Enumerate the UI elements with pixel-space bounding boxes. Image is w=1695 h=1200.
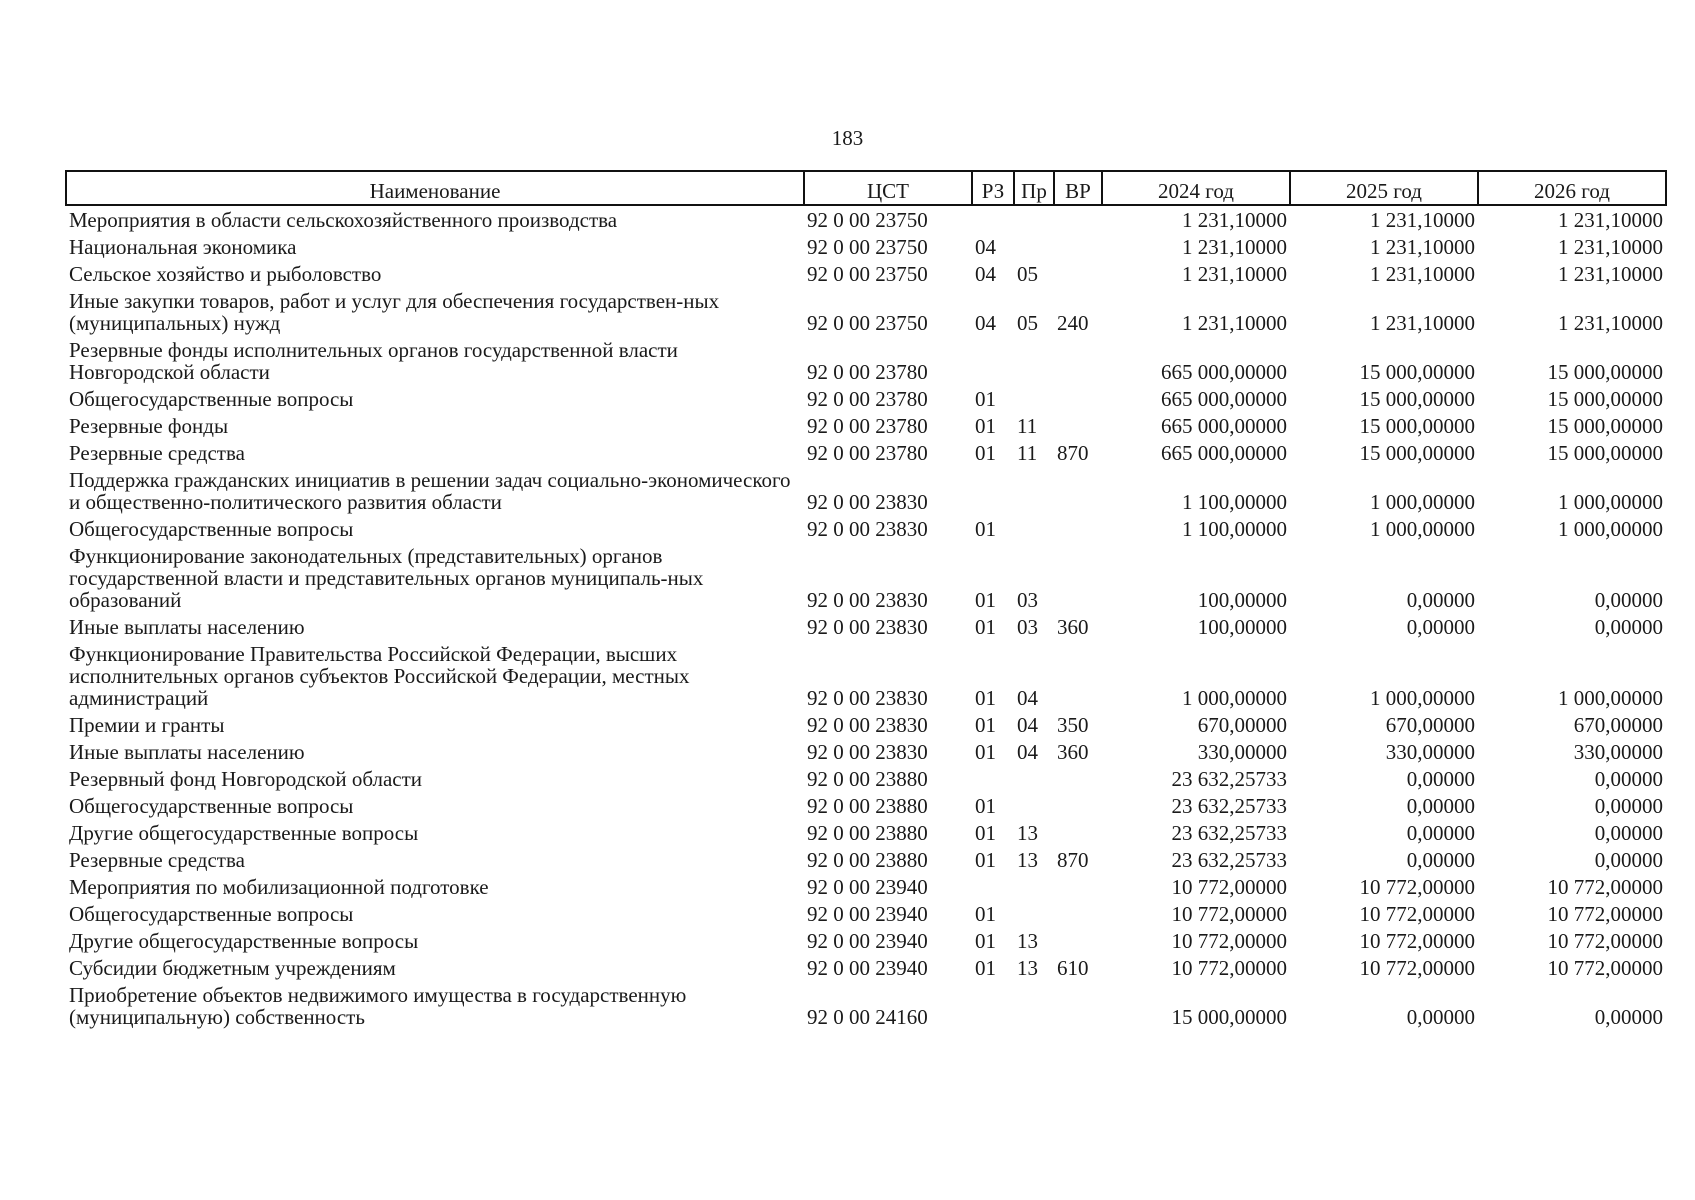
cell-name: Другие общегосударственные вопросы: [69, 929, 419, 953]
cell-vr: [1054, 205, 1102, 233]
cell-2026: 15 000,00000: [1547, 387, 1663, 411]
cell-rz: 01: [975, 848, 996, 872]
table-row: [66, 711, 1666, 738]
cell-2024: 1 000,00000: [1182, 686, 1287, 710]
cell-vr: [1054, 336, 1102, 385]
cell-pr: [1014, 233, 1054, 260]
cell-pr: 13: [1017, 929, 1038, 953]
cell-2026: 0,00000: [1594, 588, 1663, 612]
cell-cst: 92 0 00 24160: [807, 1005, 928, 1029]
cell-2024: 1 231,10000: [1182, 235, 1287, 259]
cell-cst: 92 0 00 23750: [807, 235, 928, 259]
cell-vr: 870: [1057, 441, 1089, 465]
cell-vr: [1054, 412, 1102, 439]
cell-cst: 92 0 00 23940: [807, 956, 928, 980]
cell-cst: 92 0 00 23830: [807, 517, 928, 541]
cell-pr: [1014, 205, 1054, 233]
cell-2026: 15 000,00000: [1547, 414, 1663, 438]
cell-rz: 01: [975, 441, 996, 465]
cell-name: Приобретение объектов недвижимого имущества в государственную (муниципальную) собственность: [69, 983, 687, 1029]
cell-pr: 04: [1017, 740, 1038, 764]
cell-vr: [1054, 515, 1102, 542]
cell-name: Функционирование законодательных (представительных) органов государственной власти и представительных органов муниципаль-ных образований: [69, 544, 704, 612]
cell-pr: 11: [1017, 441, 1038, 465]
cell-rz: 01: [975, 956, 996, 980]
table-row: [66, 205, 1666, 233]
cell-2025: 670,00000: [1385, 713, 1475, 737]
cell-2024: 330,00000: [1197, 740, 1287, 764]
table-row: [66, 873, 1666, 900]
cell-2025: 0,00000: [1406, 1005, 1475, 1029]
cell-2026: 10 772,00000: [1547, 875, 1663, 899]
table-row: [66, 515, 1666, 542]
cell-name: Общегосударственные вопросы: [69, 387, 354, 411]
cell-vr: [1054, 792, 1102, 819]
cell-cst: 92 0 00 23830: [807, 490, 928, 514]
cell-2026: 1 000,00000: [1558, 490, 1663, 514]
cell-2026: 0,00000: [1594, 615, 1663, 639]
cell-2024: 1 231,10000: [1182, 262, 1287, 286]
cell-cst: 92 0 00 23830: [807, 713, 928, 737]
cell-2024: 23 632,25733: [1171, 821, 1287, 845]
cell-rz: 01: [975, 387, 996, 411]
cell-rz: 01: [975, 615, 996, 639]
cell-2024: 100,00000: [1197, 615, 1287, 639]
cell-name: Другие общегосударственные вопросы: [69, 821, 419, 845]
cell-rz: 01: [975, 740, 996, 764]
cell-cst: 92 0 00 23780: [807, 387, 928, 411]
cell-rz: [972, 765, 1014, 792]
cell-pr: [1014, 385, 1054, 412]
cell-2025: 1 000,00000: [1370, 517, 1475, 541]
budget-table: [65, 170, 1667, 1030]
table-header: [66, 171, 1666, 205]
table-row: [66, 819, 1666, 846]
header-rz: РЗ: [972, 171, 1014, 205]
cell-pr: 13: [1017, 956, 1038, 980]
cell-rz: [972, 336, 1014, 385]
cell-pr: [1014, 336, 1054, 385]
cell-pr: [1014, 873, 1054, 900]
cell-pr: [1014, 765, 1054, 792]
cell-cst: 92 0 00 23880: [807, 821, 928, 845]
cell-pr: [1014, 900, 1054, 927]
cell-cst: 92 0 00 23880: [807, 794, 928, 818]
table-row: [66, 927, 1666, 954]
cell-vr: 350: [1057, 713, 1089, 737]
table-row: [66, 640, 1666, 711]
cell-cst: 92 0 00 23830: [807, 740, 928, 764]
cell-name: Национальная экономика: [69, 235, 297, 259]
cell-2025: 10 772,00000: [1359, 929, 1475, 953]
cell-pr: 13: [1017, 848, 1038, 872]
table-row: [66, 466, 1666, 515]
cell-2024: 1 100,00000: [1182, 490, 1287, 514]
cell-rz: 01: [975, 713, 996, 737]
cell-2024: 665 000,00000: [1161, 360, 1287, 384]
header-2026: 2026 год: [1478, 171, 1666, 205]
cell-2024: 1 231,10000: [1182, 208, 1287, 232]
cell-name: Премии и гранты: [69, 713, 225, 737]
cell-2024: 23 632,25733: [1171, 767, 1287, 791]
table-row: [66, 846, 1666, 873]
cell-vr: 360: [1057, 615, 1089, 639]
table-row: [66, 260, 1666, 287]
cell-name: Резервный фонд Новгородской области: [69, 767, 423, 791]
cell-2026: 15 000,00000: [1547, 360, 1663, 384]
cell-name: Резервные фонды исполнительных органов государственной власти Новгородской области: [69, 338, 678, 384]
cell-pr: 04: [1017, 713, 1038, 737]
cell-pr: 05: [1017, 311, 1038, 335]
table-body: [66, 205, 1666, 1030]
cell-name: Общегосударственные вопросы: [69, 794, 354, 818]
cell-cst: 92 0 00 23830: [807, 686, 928, 710]
header-2025: 2025 год: [1290, 171, 1478, 205]
cell-2026: 10 772,00000: [1547, 956, 1663, 980]
cell-rz: [972, 873, 1014, 900]
table-row: [66, 439, 1666, 466]
cell-2024: 15 000,00000: [1171, 1005, 1287, 1029]
cell-2025: 0,00000: [1406, 615, 1475, 639]
cell-2024: 670,00000: [1197, 713, 1287, 737]
cell-2025: 15 000,00000: [1359, 360, 1475, 384]
cell-2025: 10 772,00000: [1359, 902, 1475, 926]
cell-2025: 1 231,10000: [1370, 235, 1475, 259]
cell-2025: 15 000,00000: [1359, 441, 1475, 465]
cell-2024: 10 772,00000: [1171, 902, 1287, 926]
cell-pr: 03: [1017, 588, 1038, 612]
cell-2025: 330,00000: [1385, 740, 1475, 764]
cell-name: Общегосударственные вопросы: [69, 517, 354, 541]
cell-rz: 01: [975, 929, 996, 953]
cell-name: Функционирование Правительства Российской Федерации, высших исполнительных органов субъектов Российской Федерации, местных администраций: [69, 642, 690, 710]
header-cst: ЦСТ: [804, 171, 972, 205]
cell-2026: 1 231,10000: [1558, 262, 1663, 286]
table-row: [66, 738, 1666, 765]
table-row: [66, 954, 1666, 981]
cell-2025: 0,00000: [1406, 848, 1475, 872]
cell-rz: 01: [975, 821, 996, 845]
cell-vr: [1054, 260, 1102, 287]
cell-2026: 15 000,00000: [1547, 441, 1663, 465]
cell-2025: 15 000,00000: [1359, 387, 1475, 411]
cell-pr: 13: [1017, 821, 1038, 845]
cell-cst: 92 0 00 23940: [807, 875, 928, 899]
cell-vr: [1054, 819, 1102, 846]
cell-cst: 92 0 00 23780: [807, 360, 928, 384]
cell-2025: 0,00000: [1406, 767, 1475, 791]
cell-2026: 10 772,00000: [1547, 929, 1663, 953]
cell-cst: 92 0 00 23780: [807, 441, 928, 465]
cell-cst: 92 0 00 23780: [807, 414, 928, 438]
cell-2026: 0,00000: [1594, 821, 1663, 845]
cell-rz: 01: [975, 686, 996, 710]
cell-rz: [972, 981, 1014, 1030]
table-row: [66, 613, 1666, 640]
cell-name: Мероприятия по мобилизационной подготовке: [69, 875, 489, 899]
cell-vr: [1054, 640, 1102, 711]
table-row: [66, 765, 1666, 792]
page-number: 183: [831, 126, 864, 150]
cell-rz: [972, 466, 1014, 515]
cell-2025: 1 231,10000: [1370, 262, 1475, 286]
header-row: [66, 171, 1666, 205]
cell-vr: [1054, 873, 1102, 900]
cell-name: Мероприятия в области сельскохозяйственного производства: [69, 208, 618, 232]
cell-pr: [1014, 466, 1054, 515]
cell-name: Резервные средства: [69, 848, 245, 872]
header-vr: ВР: [1054, 171, 1102, 205]
cell-cst: 92 0 00 23940: [807, 929, 928, 953]
cell-2024: 1 100,00000: [1182, 517, 1287, 541]
cell-name: Субсидии бюджетным учреждениям: [69, 956, 396, 980]
cell-vr: 360: [1057, 740, 1089, 764]
cell-2024: 10 772,00000: [1171, 929, 1287, 953]
cell-rz: 04: [975, 235, 996, 259]
cell-name: Иные выплаты населению: [69, 615, 305, 639]
cell-2026: 1 000,00000: [1558, 686, 1663, 710]
cell-2025: 10 772,00000: [1359, 875, 1475, 899]
cell-2026: 1 231,10000: [1558, 311, 1663, 335]
table-row: [66, 542, 1666, 613]
cell-2024: 100,00000: [1197, 588, 1287, 612]
cell-2024: 10 772,00000: [1171, 875, 1287, 899]
table-row: [66, 336, 1666, 385]
cell-2026: 1 231,10000: [1558, 208, 1663, 232]
cell-2026: 0,00000: [1594, 848, 1663, 872]
cell-vr: [1054, 927, 1102, 954]
cell-2024: 665 000,00000: [1161, 414, 1287, 438]
cell-cst: 92 0 00 23830: [807, 615, 928, 639]
cell-2024: 23 632,25733: [1171, 794, 1287, 818]
table-row: [66, 287, 1666, 336]
cell-name: Сельское хозяйство и рыболовство: [69, 262, 382, 286]
cell-rz: 04: [975, 311, 996, 335]
cell-2025: 15 000,00000: [1359, 414, 1475, 438]
cell-2025: 1 231,10000: [1370, 208, 1475, 232]
cell-2026: 330,00000: [1573, 740, 1663, 764]
cell-2025: 0,00000: [1406, 821, 1475, 845]
cell-2024: 1 231,10000: [1182, 311, 1287, 335]
cell-vr: 610: [1057, 956, 1089, 980]
cell-pr: 11: [1017, 414, 1038, 438]
cell-cst: 92 0 00 23750: [807, 262, 928, 286]
header-name: Наименование: [66, 171, 804, 205]
cell-rz: 01: [975, 517, 996, 541]
cell-rz: 01: [975, 414, 996, 438]
header-pr: Пр: [1014, 171, 1054, 205]
cell-2024: 665 000,00000: [1161, 441, 1287, 465]
cell-cst: 92 0 00 23750: [807, 208, 928, 232]
cell-vr: [1054, 542, 1102, 613]
cell-vr: 870: [1057, 848, 1089, 872]
cell-name: Поддержка гражданских инициатив в решении задач социально-экономического и общественно-политического развития области: [69, 468, 791, 514]
cell-vr: [1054, 233, 1102, 260]
cell-name: Общегосударственные вопросы: [69, 902, 354, 926]
cell-2025: 1 231,10000: [1370, 311, 1475, 335]
cell-rz: 04: [975, 262, 996, 286]
table-row: [66, 792, 1666, 819]
table-row: [66, 900, 1666, 927]
table-row: [66, 233, 1666, 260]
cell-2024: 10 772,00000: [1171, 956, 1287, 980]
cell-2025: 1 000,00000: [1370, 686, 1475, 710]
header-2024: 2024 год: [1102, 171, 1290, 205]
cell-name: Иные закупки товаров, работ и услуг для обеспечения государствен-ных (муниципальных) нужд: [69, 289, 720, 335]
cell-rz: 01: [975, 902, 996, 926]
cell-pr: [1014, 981, 1054, 1030]
cell-vr: [1054, 900, 1102, 927]
cell-cst: 92 0 00 23940: [807, 902, 928, 926]
cell-name: Резервные фонды: [69, 414, 229, 438]
cell-vr: [1054, 385, 1102, 412]
table-row: [66, 981, 1666, 1030]
cell-2026: 0,00000: [1594, 794, 1663, 818]
cell-name: Иные выплаты населению: [69, 740, 305, 764]
cell-rz: 01: [975, 588, 996, 612]
cell-2026: 10 772,00000: [1547, 902, 1663, 926]
cell-pr: 04: [1017, 686, 1038, 710]
cell-pr: [1014, 515, 1054, 542]
cell-2026: 1 231,10000: [1558, 235, 1663, 259]
cell-cst: 92 0 00 23830: [807, 588, 928, 612]
cell-rz: [972, 205, 1014, 233]
cell-pr: [1014, 792, 1054, 819]
cell-vr: 240: [1057, 311, 1089, 335]
cell-pr: 03: [1017, 615, 1038, 639]
cell-2025: 10 772,00000: [1359, 956, 1475, 980]
cell-2026: 1 000,00000: [1558, 517, 1663, 541]
cell-2026: 670,00000: [1573, 713, 1663, 737]
cell-vr: [1054, 981, 1102, 1030]
cell-vr: [1054, 466, 1102, 515]
table-row: [66, 412, 1666, 439]
table-row: [66, 385, 1666, 412]
cell-name: Резервные средства: [69, 441, 245, 465]
cell-2025: 0,00000: [1406, 588, 1475, 612]
cell-rz: 01: [975, 794, 996, 818]
cell-cst: 92 0 00 23880: [807, 767, 928, 791]
cell-2025: 1 000,00000: [1370, 490, 1475, 514]
cell-2026: 0,00000: [1594, 767, 1663, 791]
cell-cst: 92 0 00 23880: [807, 848, 928, 872]
cell-pr: 05: [1017, 262, 1038, 286]
cell-2026: 0,00000: [1594, 1005, 1663, 1029]
cell-2025: 0,00000: [1406, 794, 1475, 818]
cell-vr: [1054, 765, 1102, 792]
cell-2024: 665 000,00000: [1161, 387, 1287, 411]
cell-cst: 92 0 00 23750: [807, 311, 928, 335]
cell-2024: 23 632,25733: [1171, 848, 1287, 872]
